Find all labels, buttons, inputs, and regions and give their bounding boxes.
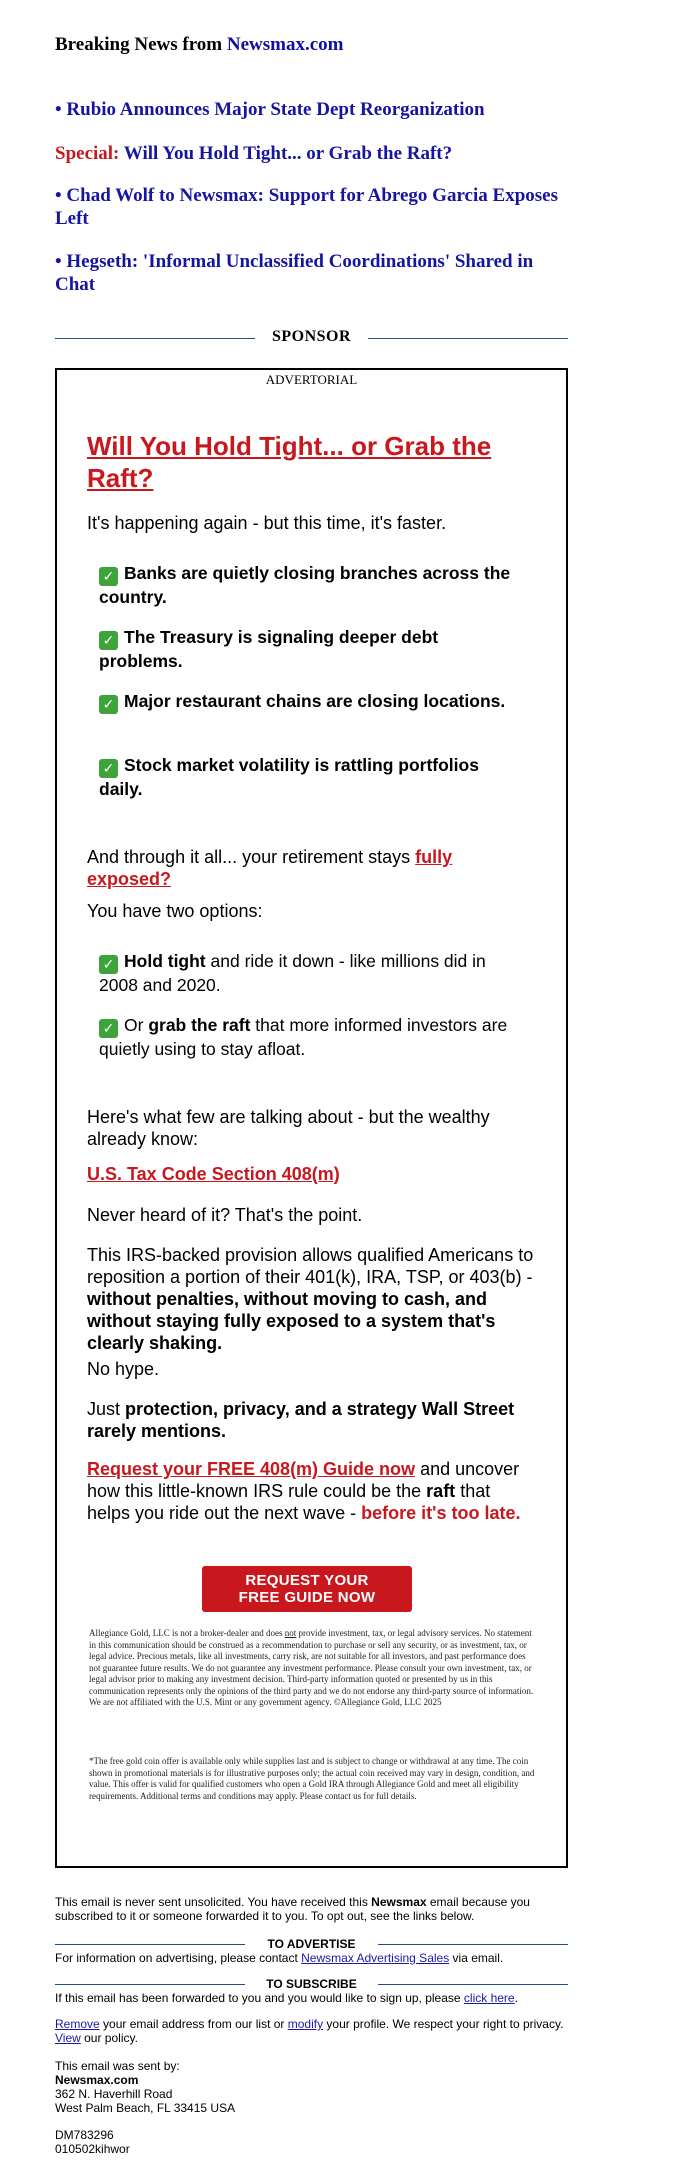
sent-by-label: This email was sent by: xyxy=(55,2059,180,2073)
ad-headline-link[interactable]: Will You Hold Tight... or Grab the Raft? xyxy=(87,431,492,493)
headline-link-special[interactable]: Special: Will You Hold Tight... or Grab the Raft? xyxy=(55,143,453,164)
offer-disclaimer-text: *The free gold coin offer is available only while supplies last and is subject to change or withdrawal at any time. The coin shown in promotional materials is for illustrative purposes only; the actual coin received may vary in design, condition, and value. This offer is valid for qualified customers who open a Gold IRA through Allegiance Gold and meet all eligibility requirements. Additional terms and conditions may apply. Please contact us for full details. xyxy=(89,1756,535,1801)
check-mark-icon: ✓ xyxy=(99,695,118,714)
warning-item: ✓ Major restaurant chains are closing locations. xyxy=(99,690,519,714)
headline-link-hegseth[interactable]: • Hegseth: 'Informal Unclassified Coordinations' Shared in Chat xyxy=(55,251,534,295)
warning-item: ✓ Stock market volatility is rattling portfolios daily. xyxy=(99,755,479,799)
sender-address-line2: West Palm Beach, FL 33415 USA xyxy=(55,2101,236,2115)
advertorial-label: ADVERTORIAL xyxy=(265,372,358,387)
tracking-code: 010502kihwor xyxy=(55,2142,130,2156)
option-item-grab-raft: ✓ Or grab the raft that more informed investors are quietly using to stay afloat. xyxy=(99,1015,508,1059)
warning-item: ✓ Banks are quietly closing branches across the country. xyxy=(99,563,511,607)
header-prefix: Breaking News from xyxy=(55,34,227,55)
sponsor-label: SPONSOR xyxy=(271,328,352,345)
options-intro: You have two options: xyxy=(87,901,263,921)
privacy-text: Remove your email address from our list or modify your profile. We respect your right to privacy. View our policy. xyxy=(55,2017,564,2045)
modify-link[interactable]: modify xyxy=(287,2017,324,2031)
sponsor-divider xyxy=(55,328,568,348)
no-hype-text: No hype. xyxy=(87,1359,160,1379)
advertising-sales-link[interactable]: Newsmax Advertising Sales xyxy=(301,1951,450,1965)
headline-link-rubio[interactable]: • Rubio Announces Major State Dept Reorganization xyxy=(55,99,485,120)
request-guide-link[interactable]: Request your FREE 408(m) Guide now xyxy=(87,1459,416,1479)
warning-item: ✓ The Treasury is signaling deeper debt problems. xyxy=(99,627,439,671)
advertise-label: TO ADVERTISE xyxy=(267,1937,356,1951)
cta-text: Request your FREE 408(m) Guide now and uncover how this little-known IRS rule could be the raft that helps you ride out the next wave - before it's too late. xyxy=(87,1459,521,1523)
divider-line-right xyxy=(378,1984,568,1985)
sender-info xyxy=(55,2059,575,2115)
subscribe-label: TO SUBSCRIBE xyxy=(266,1977,357,1991)
tax-code-container xyxy=(87,1164,537,1185)
retirement-text: And through it all... your retirement stays fully exposed? xyxy=(87,847,453,889)
ad-intro: It's happening again - but this time, it's faster. xyxy=(87,513,447,533)
advertise-text: For information on advertising, please contact Newsmax Advertising Sales via email. xyxy=(55,1951,504,1965)
headline-link-chad-wolf[interactable]: • Chad Wolf to Newsmax: Support for Abrego Garcia Exposes Left xyxy=(55,185,558,229)
wealthy-text: Here's what few are talking about - but the wealthy already know: xyxy=(87,1107,490,1149)
option-item-hold-tight: ✓ Hold tight and ride it down - like millions did in 2008 and 2020. xyxy=(99,951,486,995)
check-mark-icon: ✓ xyxy=(99,759,118,778)
advertise-divider xyxy=(55,1937,568,1951)
sender-address-line1: 362 N. Haverhill Road xyxy=(55,2087,173,2101)
click-here-link[interactable]: click here xyxy=(463,1991,515,2005)
check-mark-icon: ✓ xyxy=(99,1019,118,1038)
unsolicited-notice: This email is never sent unsolicited. You have received this Newsmax email because you subscribed to it or someone forwarded it to you. To opt out, see the links below. xyxy=(55,1895,530,1923)
special-prefix: Special: xyxy=(55,143,124,164)
header-title xyxy=(55,34,343,56)
divider-line-right xyxy=(378,1944,568,1945)
tax-code-link[interactable]: U.S. Tax Code Section 408(m) xyxy=(87,1164,340,1184)
remove-link[interactable]: Remove xyxy=(55,2017,100,2031)
newsmax-brand-link[interactable]: Newsmax.com xyxy=(226,34,344,55)
bullet: • xyxy=(55,185,67,206)
view-policy-link[interactable]: View xyxy=(55,2031,81,2045)
never-heard-text: Never heard of it? That's the point. xyxy=(87,1205,363,1225)
check-mark-icon: ✓ xyxy=(99,631,118,650)
just-text: Just protection, privacy, and a strategy Wall Street rarely mentions. xyxy=(87,1399,515,1441)
bullet: • xyxy=(55,251,67,272)
request-free-guide-button[interactable]: REQUEST YOUR FREE GUIDE NOW xyxy=(202,1566,412,1612)
subscribe-text: If this email has been forwarded to you and you would like to sign up, please click here. xyxy=(55,1991,518,2005)
check-mark-icon: ✓ xyxy=(99,567,118,586)
provision-text: This IRS-backed provision allows qualified Americans to reposition a portion of their 401(k), IRA, TSP, or 403(b) - without penalties, without moving to cash, and without staying fully exposed to a system that's clearly shaking. xyxy=(87,1245,534,1353)
advertorial-box xyxy=(55,368,568,1868)
campaign-code: DM783296 xyxy=(55,2128,114,2142)
divider-line-right xyxy=(368,338,568,339)
check-mark-icon: ✓ xyxy=(99,955,118,974)
bullet: • xyxy=(55,99,67,120)
email-codes xyxy=(55,2128,575,2156)
fully-exposed-link[interactable]: fully exposed? xyxy=(87,847,453,889)
disclaimer-text: Allegiance Gold, LLC is not a broker-dealer and does not provide investment, tax, or legal advisory services. No statement in this communication should be construed as a recommendation to purchase or sell any security, or as investment, tax, or legal advice. Precious metals, like all investments, carry risk, are not suitable for all investors, and past performance does not guarantee future results. We do not guarantee any investment performance. Please consult your own investment, tax, or legal advisor prior to making any investment decision. Third-party information quoted or presented by us in this communication represents only the opinions of the third party and we do not endorse any third-party source of information. We are not affiliated with the U.S. Mint or any government agency. ©Allegiance Gold, LLC 2025 xyxy=(89,1628,534,1707)
subscribe-divider xyxy=(55,1977,568,1991)
sender-company: Newsmax.com xyxy=(55,2073,139,2087)
